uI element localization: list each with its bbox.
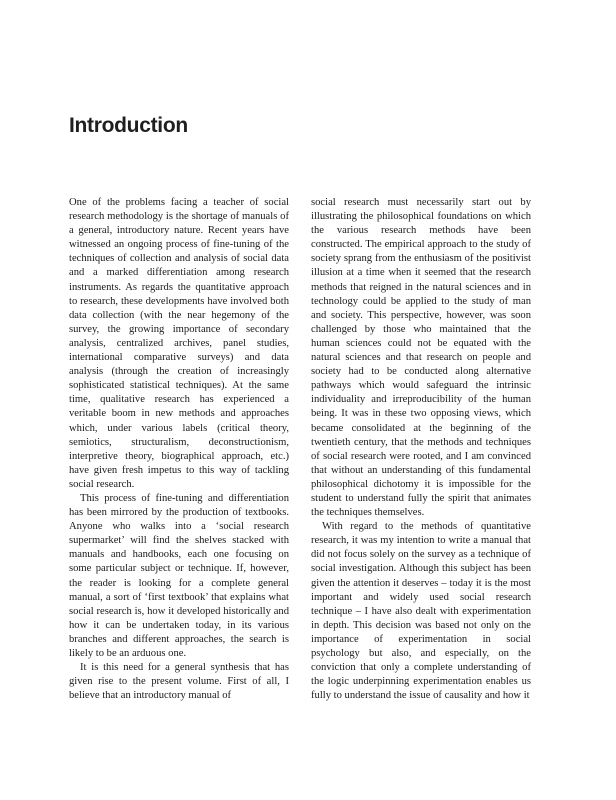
- right-column: [311, 196, 531, 703]
- paragraph: One of the problems facing a teacher of social research methodology is the shortage of manuals of a general, introductory nature. Recent years have witnessed an ongoing process of fine-tuning of the techniques of collection and analysis of social data and a marked differentiation among research instruments. As regards the quantitative approach to research, these developments have involved both data collection (with the near hegemony of the survey, the growing importance of secondary analysis, centralized archives, panel studies, international comparative surveys) and data analysis (through the creation of increasingly sophisticated statistical techniques). At the same time, qualitative research has experienced a veritable boom in new methods and approaches which, under various labels (critical theory, semiotics, structuralism, deconstructionism, interpretive theory, biographical approach, etc.) have given fresh impetus to this way of tackling social research.: [69, 197, 289, 490]
- paragraph: social research must necessarily start out by illustrating the philosophical foundations on which the various research methods have been constructed. The empirical approach to the study of society sprang from the enthusiasm of the positivist illusion at a time when it seemed that the research methods that reigned in the natural sciences and in technology could be applied to the study of man and society. This perspective, however, was soon challenged by those who maintained that the human sciences could not be equated with the natural sciences and that research on people and society had to be conducted along alternative pathways which would safeguard the intrinsic individuality and irreproducibility of the human being. It was in these two opposing views, which became consolidated at the beginning of the twentieth century, that the methods and techniques of social research were rooted, and I am convinced that without an understanding of this fundamental philosophical dichotomy it is impossible for the student to understand fully the spirit that animates the techniques themselves.: [311, 197, 531, 519]
- page-title: Introduction: [69, 114, 188, 137]
- paragraph: With regard to the methods of quantitative research, it was my intention to write a manual that did not focus solely on the survey as a technique of social investigation. Although this subject has been given the attention it deserves – today it is the most important and widely used social research technique – I have also dealt with experimentation in depth. This decision was based not only on the importance of experimentation in social psychology but also, and especially, on the conviction that only a complete understanding of the logic underpinning experimentation enables us fully to understand the issue of causality and how it: [311, 521, 531, 702]
- paragraph: It is this need for a general synthesis that has given rise to the present volume. First of all, I believe that an introductory manual of: [69, 662, 289, 702]
- left-column: [69, 196, 289, 703]
- paragraph: This process of fine-tuning and differentiation has been mirrored by the production of textbooks. Anyone who walks into a ‘social research supermarket’ will find the shelves stacked with manuals and handbooks, each one focusing on some particular subject or technique. If, however, the reader is looking for a complete general manual, a sort of ‘first textbook’ that explains what social research is, how it developed historically and how it can be undertaken today, in its various branches and different approaches, the search is likely to be an arduous one.: [69, 492, 289, 659]
